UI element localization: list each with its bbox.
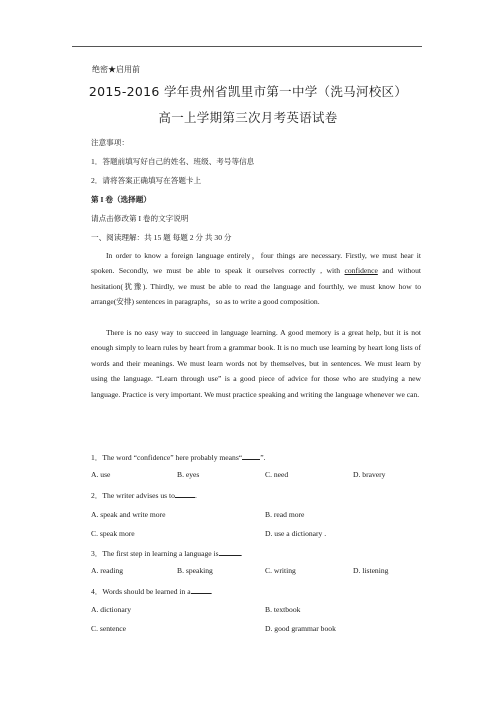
underlined-word: confidence: [344, 266, 378, 276]
option: A. use: [91, 470, 111, 479]
question-text: 2．The writer advises us to: [91, 491, 175, 500]
section-title: 第 I 卷（选择题）: [91, 195, 151, 204]
question-stem: [91, 586, 212, 597]
question-end: ”.: [260, 453, 266, 462]
option: A. reading: [91, 566, 124, 575]
option: D. use a dictionary .: [265, 529, 327, 538]
question-end: .: [210, 587, 213, 596]
passage-paragraph-2: There is no easy way to succeed in language learning. A good memory is a great help, but it is not enough simply to learn rules by heart from a grammar book. It is no much use learning by heart long lists of words and their meanings. We must learn words not by themselves, but in sentences. We must learn by using the language. “Learn through use” is a good piece of advice for those who are studying a new language. Practice is very important. We must practice speaking and writing the language whenever we can.: [91, 328, 421, 399]
option: D. listening: [353, 566, 389, 575]
answer-blank: [242, 453, 260, 460]
answer-blank: [175, 491, 195, 498]
option: A. dictionary: [91, 605, 132, 614]
secret-label: 绝密★启用前: [92, 65, 140, 74]
passage-text: and without hesitation(犹豫). Thirdly, we must be able to read the language and fourthly, we must know how to arrange(安排) sentences in paragraphs，so as to write a good composition.: [91, 266, 421, 307]
option: B. textbook: [265, 605, 301, 614]
option: D. good grammar book: [265, 624, 336, 633]
question-stem: [91, 452, 265, 463]
passage-text: In order to know a foreign language entirely，four things are necessary. Firstly, we must hear it spoken. Secondly, we must be able to speak it ourselves correctly , with: [91, 251, 421, 276]
question-stem: [91, 490, 197, 501]
answer-blank: [191, 587, 211, 594]
section-instruction: 请点击修改第 I 卷的文字说明: [91, 214, 189, 223]
option: C. writing: [265, 566, 296, 575]
question-text: 3．The first step in learning a language is: [91, 549, 219, 558]
question-text: 4．Words should be learned in a: [91, 587, 191, 596]
passage-paragraph-1: [91, 248, 421, 310]
option: B. speaking: [177, 566, 213, 575]
option: C. sentence: [91, 624, 127, 633]
exam-title-line2: 高一上学期第三次月考英语试卷: [158, 110, 338, 125]
question-text: 1．The word “confidence” here probably means“: [91, 453, 243, 462]
header-rule: [72, 46, 422, 47]
option: A. speak and write more: [91, 510, 166, 519]
question-end: .: [194, 491, 197, 500]
question-stem: [91, 548, 243, 559]
part-heading: 一、阅读理解：共 15 题 每题 2 分 共 30 分: [91, 233, 232, 242]
notes-heading: 注意事项：: [91, 138, 129, 147]
option: C. need: [265, 470, 289, 479]
exam-title-line1: 2015-2016 学年贵州省凯里市第一中学（洗马河校区）: [88, 84, 408, 99]
option: B. eyes: [177, 470, 200, 479]
answer-blank: [219, 549, 241, 556]
note-item: 1．答题前填写好自己的姓名、班级、考号等信息: [91, 157, 255, 166]
note-item: 2．请将答案正确填写在答题卡上: [91, 176, 202, 185]
question-end: .: [240, 549, 243, 558]
option: C. speak more: [91, 529, 135, 538]
option: B. read more: [265, 510, 305, 519]
option: D. bravery: [353, 470, 386, 479]
